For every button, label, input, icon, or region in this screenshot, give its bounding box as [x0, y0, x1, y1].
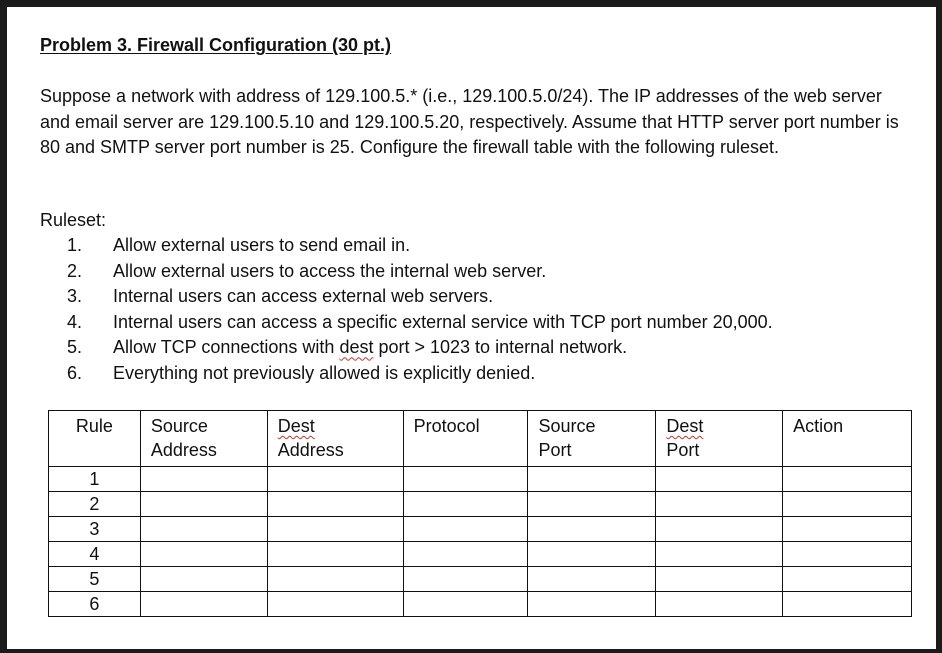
protocol-cell[interactable] [403, 592, 528, 617]
dest-port-cell[interactable] [656, 467, 783, 492]
table-row [49, 517, 912, 542]
column-header-action [783, 411, 912, 467]
column-header-protocol [403, 411, 528, 467]
rule-number-cell: 5 [49, 567, 141, 592]
ruleset-item [67, 233, 773, 259]
column-header-text: Source [150, 416, 208, 436]
ruleset-item-number: 5. [67, 337, 83, 358]
column-header-dest-address [267, 411, 403, 467]
source-address-cell[interactable] [140, 592, 267, 617]
dest-address-cell[interactable] [267, 467, 403, 492]
column-header-rule [49, 411, 141, 467]
spellcheck-flagged-word: Dest [277, 416, 315, 436]
source-port-cell[interactable] [528, 592, 656, 617]
ruleset-item [67, 310, 773, 336]
column-header-text: Address [277, 440, 344, 460]
ruleset-item-text: Allow external users to send email in. [113, 235, 411, 255]
dest-port-cell[interactable] [656, 592, 783, 617]
protocol-cell[interactable] [403, 567, 528, 592]
action-cell[interactable] [783, 517, 912, 542]
source-port-cell[interactable] [528, 467, 656, 492]
ruleset-item-number: 6. [67, 362, 83, 383]
source-port-cell[interactable] [528, 517, 656, 542]
ruleset-item-number: 3. [67, 286, 83, 307]
action-cell[interactable] [783, 567, 912, 592]
protocol-cell[interactable] [403, 542, 528, 567]
column-header-text: Source [538, 416, 596, 436]
column-header-text-line [278, 414, 393, 438]
source-port-cell[interactable] [528, 492, 656, 517]
column-header-text: Action [793, 416, 844, 436]
table-row [49, 492, 912, 517]
ruleset-item-text: Internal users can access a specific external service with TCP port number 20,000. [113, 311, 773, 332]
action-cell[interactable] [783, 467, 912, 492]
source-address-cell[interactable] [140, 567, 267, 592]
source-port-cell[interactable] [528, 567, 656, 592]
protocol-cell[interactable] [403, 492, 528, 517]
dest-port-cell[interactable] [656, 567, 783, 592]
dest-address-cell[interactable] [267, 517, 403, 542]
dest-port-cell[interactable] [656, 517, 783, 542]
ruleset-item [67, 361, 773, 387]
ruleset-item-text: Everything not previously allowed is explicitly denied. [113, 362, 536, 383]
protocol-cell[interactable] [403, 517, 528, 542]
source-address-cell[interactable] [140, 467, 267, 492]
problem-title: Problem 3. Firewall Configuration (30 pt.) [40, 35, 392, 55]
spellcheck-flagged-word: dest [339, 337, 374, 358]
table-row [49, 542, 912, 567]
rule-number-cell: 2 [49, 492, 141, 517]
source-address-cell[interactable] [140, 517, 267, 542]
source-address-cell[interactable] [140, 542, 267, 567]
firewall-table [48, 410, 912, 617]
dest-address-cell[interactable] [267, 542, 403, 567]
problem-intro: Suppose a network with address of 129.100.5.* (i.e., 129.100.5.0/24). The IP addresses of the web server and email server are 129.100.5.10 and 129.100.5.20, respectively. Assume that HTTP server port number is 80 and SMTP server port number is 25. Configure the firewall table with the following ruleset. [40, 86, 899, 157]
column-header-source-port [528, 411, 656, 467]
column-header-text: Address [150, 440, 217, 460]
rule-number-cell: 4 [49, 542, 141, 567]
document-page [7, 7, 936, 649]
table-row [49, 592, 912, 617]
dest-address-cell[interactable] [267, 567, 403, 592]
rule-number-cell: 1 [49, 467, 141, 492]
spellcheck-flagged-word: Dest [666, 416, 704, 436]
column-header-text: Port [666, 440, 700, 460]
column-header-text: Port [538, 440, 572, 460]
ruleset-item-text [113, 335, 627, 361]
ruleset-item-number: 2. [67, 260, 83, 281]
column-header-text: Rule [75, 416, 113, 436]
ruleset-heading: Ruleset: [40, 210, 107, 230]
source-address-cell[interactable] [140, 492, 267, 517]
ruleset-item-number: 4. [67, 311, 83, 332]
table-row [49, 467, 912, 492]
ruleset-item-text: Allow external users to access the internal web server. [113, 260, 547, 281]
protocol-cell[interactable] [403, 467, 528, 492]
ruleset-item-text-part: Allow TCP connections with [113, 337, 340, 358]
dest-port-cell[interactable] [656, 492, 783, 517]
action-cell[interactable] [783, 492, 912, 517]
source-port-cell[interactable] [528, 542, 656, 567]
column-header-source-address [140, 411, 267, 467]
ruleset-item [67, 259, 773, 285]
dest-port-cell[interactable] [656, 542, 783, 567]
column-header-text: Protocol [413, 416, 480, 436]
column-header-text-line [666, 414, 772, 438]
action-cell[interactable] [783, 542, 912, 567]
ruleset-item-number: 1. [67, 235, 83, 255]
ruleset-item-text: Internal users can access external web servers. [113, 286, 494, 307]
table-header-row [49, 411, 912, 467]
ruleset-item-text-part: port > 1023 to internal network. [373, 337, 628, 358]
action-cell[interactable] [783, 592, 912, 617]
ruleset-item [67, 284, 773, 310]
column-header-dest-port [656, 411, 783, 467]
dest-address-cell[interactable] [267, 492, 403, 517]
rule-number-cell: 6 [49, 592, 141, 617]
ruleset-list [67, 233, 773, 387]
table-row [49, 567, 912, 592]
dest-address-cell[interactable] [267, 592, 403, 617]
ruleset-item [67, 335, 773, 361]
rule-number-cell: 3 [49, 517, 141, 542]
